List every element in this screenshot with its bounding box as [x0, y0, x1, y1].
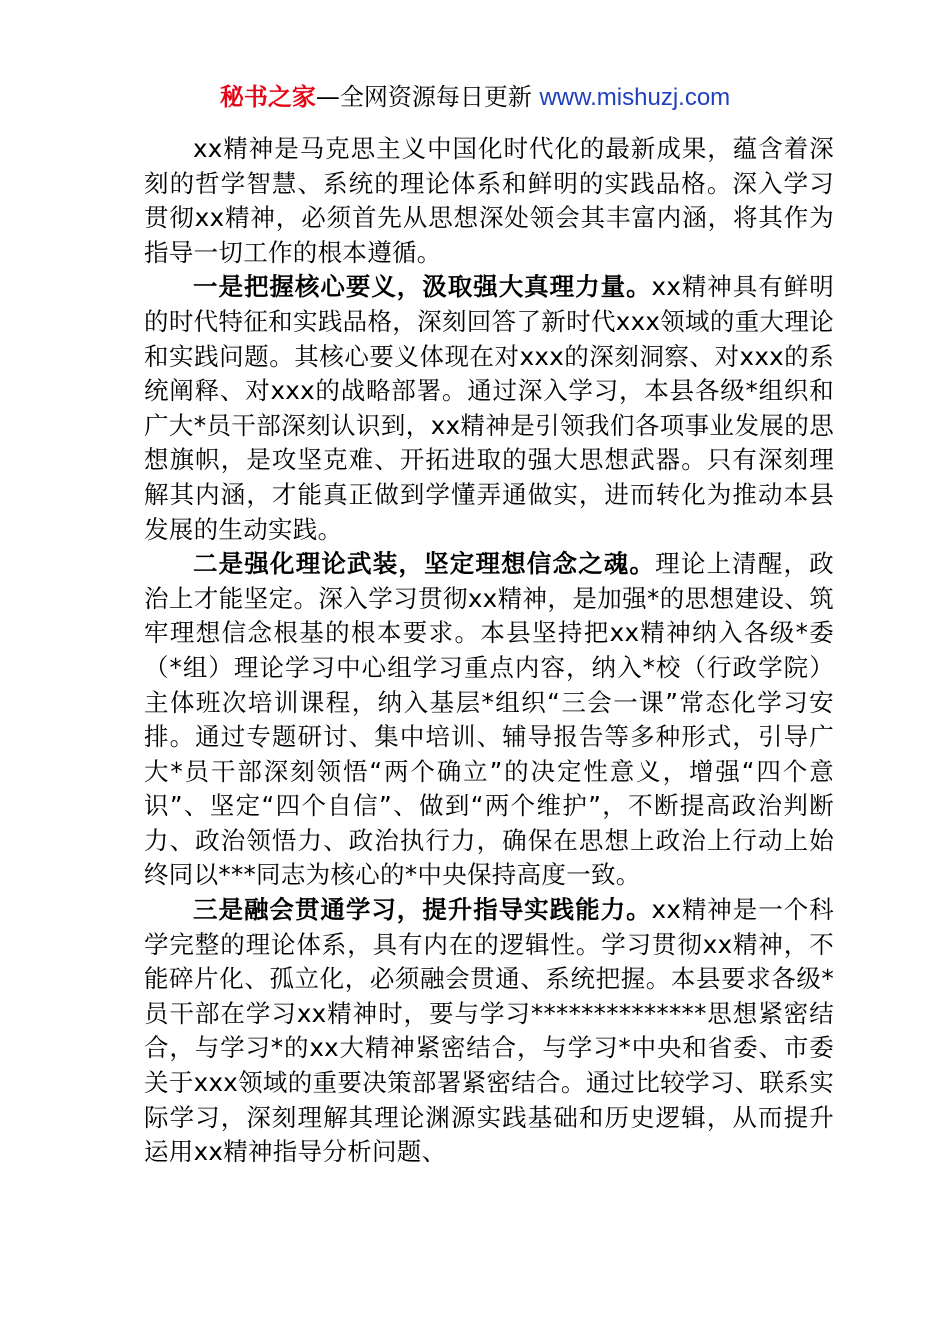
- paragraph-text: xx精神是马克思主义中国化时代化的最新成果，蕴含着深刻的哲学智慧、系统的理论体系和鲜明的实践品格。深入学习贯彻xx精神，必须首先从思想深处领会其丰富内涵，将其作为指导一切工作的根本遵循。: [144, 134, 834, 267]
- site-tagline: —全网资源每日更新: [315, 83, 540, 111]
- paragraph: [144, 893, 834, 1170]
- paragraph: [144, 132, 834, 270]
- paragraph-text: 理论上清醒，政治上才能坚定。深入学习贯彻xx精神，是加强*的思想建设、筑牢理想信念根基的根本要求。本县坚持把xx精神纳入各级*委（*组）理论学习中心组学习重点内容，纳入*校（行政学院）主体班次培训课程，纳入基层*组织“三会一课”常态化学习安排。通过专题研讨、集中培训、辅导报告等多种形式，引导广大*员干部深刻领悟“两个确立”的决定性意义，增强“四个意识”、坚定“四个自信”、做到“两个维护”，不断提高政治判断力、政治领悟力、政治执行力，确保在思想上政治上行动上始终同以***同志为核心的*中央保持高度一致。: [144, 549, 834, 890]
- site-header: [0, 80, 950, 115]
- paragraph: [144, 547, 834, 893]
- paragraph-lead: 二是强化理论武装，坚定理想信念之魂。: [193, 549, 656, 579]
- paragraph: [144, 270, 834, 547]
- site-brand: 秘书之家: [219, 83, 316, 111]
- document-body: [144, 132, 834, 1170]
- paragraph-text: xx精神是一个科学完整的理论体系，具有内在的逻辑性。学习贯彻xx精神，不能碎片化、孤立化，必须融会贯通、系统把握。本县要求各级*员干部在学习xx精神时，要与学习**************思想紧密结合，与学习*的xx大精神紧密结合，与学习*中央和省委、市委关于xxx领域的重要决策部署紧密结合。通过比较学习、联系实际学习，深刻理解其理论渊源实践基础和历史逻辑，从而提升运用xx精神指导分析问题、: [144, 895, 834, 1167]
- paragraph-lead: 一是把握核心要义，汲取强大真理力量。: [193, 272, 652, 302]
- paragraph-lead: 三是融会贯通学习，提升指导实践能力。: [193, 895, 652, 925]
- site-url-link[interactable]: www.mishuzj.com: [539, 84, 731, 111]
- paragraph-text: xx精神具有鲜明的时代特征和实践品格，深刻回答了新时代xxx领域的重大理论和实践问题。其核心要义体现在对xxx的深刻洞察、对xxx的系统阐释、对xxx的战略部署。通过深入学习，本县各级*组织和广大*员干部深刻认识到，xx精神是引领我们各项事业发展的思想旗帜，是攻坚克难、开拓进取的强大思想武器。只有深刻理解其内涵，才能真正做到学懂弄通做实，进而转化为推动本县发展的生动实践。: [144, 272, 834, 544]
